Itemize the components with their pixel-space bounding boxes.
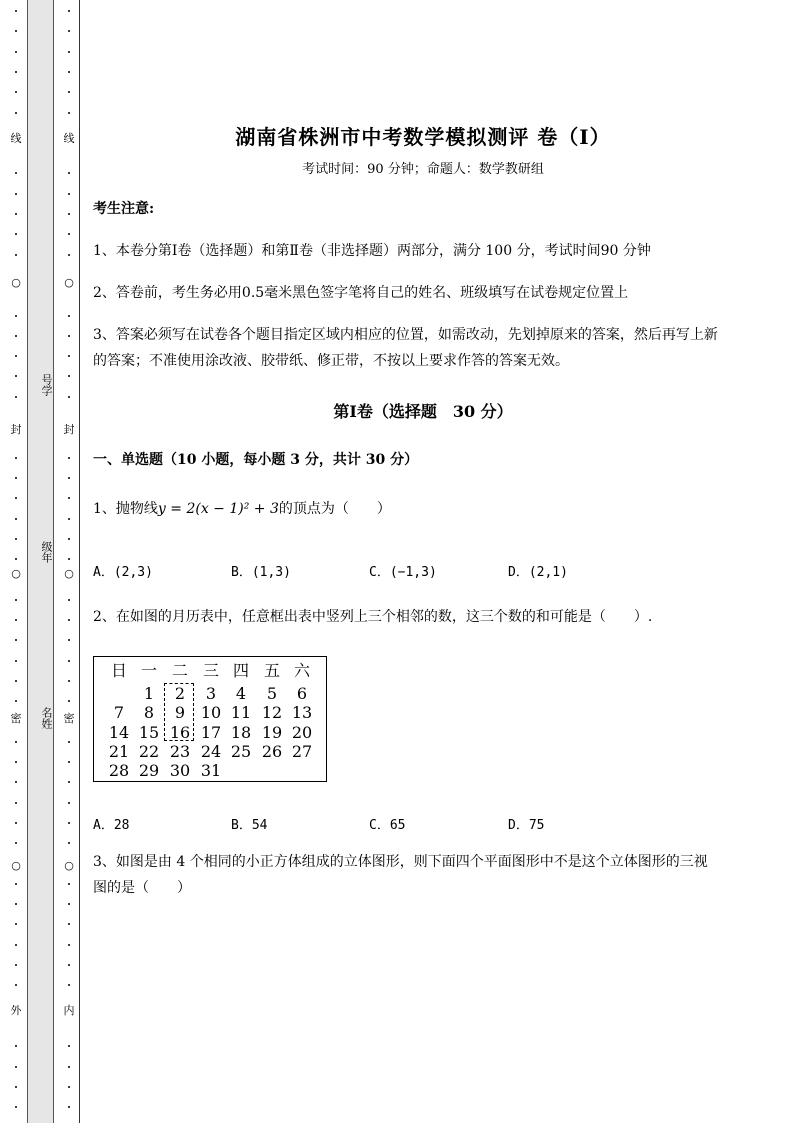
calendar-day: 24	[200, 742, 222, 761]
calendar-day: 10	[200, 703, 222, 722]
question-3-line-1: 3、如图是由 4 个相同的小正方体组成的立体图形，则下面四个平面图形中不是这个立体图形的三视	[93, 854, 708, 870]
calendar-day: 31	[200, 761, 222, 780]
outer-dot	[15, 802, 17, 804]
calendar-day: 30	[169, 761, 191, 780]
inner-dot	[68, 944, 70, 946]
q2-option-c[interactable]: C．65	[369, 818, 406, 833]
calendar-day: 22	[138, 742, 160, 761]
inner-dot	[68, 10, 70, 12]
calendar-day: 11	[230, 703, 252, 722]
outer-dot	[15, 477, 17, 479]
q1-formula: y = 2(x − 1)² + 3	[157, 501, 279, 517]
calendar-day: 20	[291, 723, 313, 742]
inner-dot	[68, 457, 70, 459]
inner-dot	[68, 619, 70, 621]
q2-option-d[interactable]: D．75	[508, 818, 545, 833]
part-heading: 一、单选题（10 小题，每小题 3 分，共计 30 分）	[93, 452, 419, 468]
outer-dot	[15, 213, 17, 215]
inner-dot	[68, 497, 70, 499]
inner-dot	[68, 1066, 70, 1068]
student-info-strip	[27, 0, 54, 1123]
outer-dot	[15, 558, 17, 560]
calendar-day: 28	[108, 761, 130, 780]
section-title: 第Ⅰ卷（选择题 30 分）	[333, 402, 513, 421]
notice-item-3: 3、答案必须写在试卷各个题目指定区域内相应的位置，如需改动，先划掉原来的答案，然后再写上新	[93, 327, 718, 343]
inner-dot	[68, 964, 70, 966]
name-label: 名姓	[40, 707, 53, 729]
outer-dot	[15, 254, 17, 256]
grade-label: 级年	[40, 541, 53, 563]
outer-dot	[15, 355, 17, 357]
inner-mark: ○	[64, 276, 74, 289]
inner-dot	[68, 477, 70, 479]
calendar-weekday: 五	[263, 661, 280, 680]
inner-dot-column	[63, 0, 75, 1123]
outer-dot	[15, 10, 17, 12]
exam-title: 湖南省株洲市中考数学模拟测评 卷（Ⅰ）	[235, 125, 611, 149]
inner-mark: ○	[64, 859, 74, 872]
inner-dot	[68, 396, 70, 398]
outer-dot	[15, 822, 17, 824]
exam-number-label: 号学	[40, 374, 53, 396]
outer-dot	[15, 1045, 17, 1047]
inner-dot	[68, 1106, 70, 1108]
inner-dot	[68, 315, 70, 317]
notice-item-2: 2、答卷前，考生务必用0.5毫米黑色签字笔将自己的姓名、班级填写在试卷规定位置上	[93, 285, 629, 301]
inner-dot	[68, 335, 70, 337]
outer-dot	[15, 1106, 17, 1108]
exam-subtitle: 考试时间：90 分钟；命题人：数学教研组	[302, 162, 544, 177]
outer-dot	[15, 842, 17, 844]
inner-dot	[68, 599, 70, 601]
outer-dot	[15, 761, 17, 763]
calendar-day: 6	[296, 684, 308, 703]
inner-dot	[68, 30, 70, 32]
inner-dot	[68, 51, 70, 53]
calendar-day: 14	[108, 723, 130, 742]
outer-dot	[15, 233, 17, 235]
inner-dot	[68, 172, 70, 174]
outer-dot	[15, 193, 17, 195]
inner-mark: 线	[63, 132, 75, 145]
outer-dot	[15, 903, 17, 905]
calendar-weekday: 四	[232, 661, 249, 680]
outer-mark: 线	[10, 132, 22, 145]
binding-line	[79, 0, 80, 1123]
calendar-day: 21	[108, 742, 130, 761]
outer-dot	[15, 172, 17, 174]
q1-option-c[interactable]: C．(−1,3)	[369, 565, 437, 580]
question-1	[93, 496, 391, 522]
calendar-day: 25	[230, 742, 252, 761]
inner-dot	[68, 538, 70, 540]
outer-dot	[15, 315, 17, 317]
q2-option-b[interactable]: B．54	[231, 818, 268, 833]
inner-dot	[68, 842, 70, 844]
outer-dot	[15, 518, 17, 520]
outer-dot	[15, 497, 17, 499]
outer-mark: 外	[10, 1004, 22, 1017]
inner-dot	[68, 903, 70, 905]
inner-dot	[68, 91, 70, 93]
inner-dot	[68, 923, 70, 925]
calendar-day: 8	[143, 703, 155, 722]
outer-dot-column	[10, 0, 22, 1123]
calendar-day: 16	[169, 723, 191, 742]
calendar-day: 1	[143, 684, 155, 703]
inner-dot	[68, 254, 70, 256]
outer-mark: ○	[11, 276, 21, 289]
inner-dot	[68, 233, 70, 235]
outer-dot	[15, 91, 17, 93]
outer-dot	[15, 964, 17, 966]
outer-dot	[15, 30, 17, 32]
outer-dot	[15, 700, 17, 702]
outer-mark: 密	[10, 712, 22, 725]
calendar-day: 2	[174, 684, 186, 703]
calendar-day: 12	[261, 703, 283, 722]
calendar-day: 4	[235, 684, 247, 703]
calendar-weekday: 三	[202, 661, 219, 680]
outer-dot	[15, 883, 17, 885]
calendar-day: 3	[205, 684, 217, 703]
outer-dot	[15, 944, 17, 946]
inner-dot	[68, 761, 70, 763]
q1-option-d[interactable]: D．(2,1)	[508, 565, 568, 580]
calendar-weekday: 一	[140, 661, 157, 680]
outer-dot	[15, 335, 17, 337]
inner-dot	[68, 984, 70, 986]
outer-dot	[15, 71, 17, 73]
inner-mark: ○	[64, 567, 74, 580]
question-3-line-2: 图的是（ ）	[93, 880, 191, 896]
inner-dot	[68, 193, 70, 195]
calendar-day: 19	[261, 723, 283, 742]
calendar-day: 13	[291, 703, 313, 722]
outer-dot	[15, 984, 17, 986]
q1-suffix: 的顶点为（ ）	[278, 501, 391, 517]
q2-option-a[interactable]: A．28	[93, 818, 130, 833]
q1-option-a[interactable]: A．(2,3)	[93, 565, 153, 580]
outer-mark: ○	[11, 567, 21, 580]
inner-dot	[68, 883, 70, 885]
calendar-weekday: 日	[110, 661, 127, 680]
outer-dot	[15, 619, 17, 621]
calendar-weekday: 二	[171, 661, 188, 680]
question-2: 2、在如图的月历表中，任意框出表中竖列上三个相邻的数，这三个数的和可能是（ ）.	[93, 609, 653, 625]
inner-dot	[68, 112, 70, 114]
calendar-day: 23	[169, 742, 191, 761]
inner-dot	[68, 1045, 70, 1047]
inner-dot	[68, 355, 70, 357]
outer-dot	[15, 1066, 17, 1068]
inner-mark: 密	[63, 712, 75, 725]
inner-dot	[68, 1086, 70, 1088]
outer-dot	[15, 51, 17, 53]
inner-mark: 封	[63, 423, 75, 436]
q1-prefix: 1、抛物线	[93, 501, 158, 517]
outer-dot	[15, 538, 17, 540]
outer-dot	[15, 1086, 17, 1088]
calendar-day: 15	[138, 723, 160, 742]
outer-dot	[15, 923, 17, 925]
inner-dot	[68, 802, 70, 804]
calendar-day: 7	[113, 703, 125, 722]
calendar-day: 29	[138, 761, 160, 780]
inner-dot	[68, 741, 70, 743]
outer-dot	[15, 396, 17, 398]
inner-dot	[68, 680, 70, 682]
outer-dot	[15, 741, 17, 743]
outer-dot	[15, 680, 17, 682]
outer-dot	[15, 660, 17, 662]
calendar-day: 9	[174, 703, 186, 722]
inner-dot	[68, 781, 70, 783]
inner-dot	[68, 213, 70, 215]
calendar-day: 27	[291, 742, 313, 761]
inner-dot	[68, 71, 70, 73]
outer-mark: ○	[11, 859, 21, 872]
calendar-day: 18	[230, 723, 252, 742]
outer-dot	[15, 112, 17, 114]
inner-dot	[68, 558, 70, 560]
notice-heading: 考生注意:	[93, 201, 155, 217]
calendar-figure	[93, 656, 327, 782]
outer-mark: 封	[10, 423, 22, 436]
inner-dot	[68, 375, 70, 377]
calendar-day: 26	[261, 742, 283, 761]
outer-dot	[15, 375, 17, 377]
notice-item-1: 1、本卷分第Ⅰ卷（选择题）和第Ⅱ卷（非选择题）两部分，满分 100 分，考试时间90 分钟	[93, 243, 651, 259]
outer-dot	[15, 781, 17, 783]
calendar-day: 5	[266, 684, 278, 703]
notice-item-3-cont: 的答案；不准使用涂改液、胶带纸、修正带，不按以上要求作答的答案无效。	[93, 353, 569, 369]
outer-dot	[15, 599, 17, 601]
inner-dot	[68, 518, 70, 520]
inner-mark: 内	[63, 1004, 75, 1017]
inner-dot	[68, 639, 70, 641]
inner-dot	[68, 700, 70, 702]
inner-dot	[68, 660, 70, 662]
q1-option-b[interactable]: B．(1,3)	[231, 565, 291, 580]
calendar-weekday: 六	[293, 661, 310, 680]
outer-dot	[15, 639, 17, 641]
calendar-day: 17	[200, 723, 222, 742]
outer-dot	[15, 457, 17, 459]
inner-dot	[68, 822, 70, 824]
